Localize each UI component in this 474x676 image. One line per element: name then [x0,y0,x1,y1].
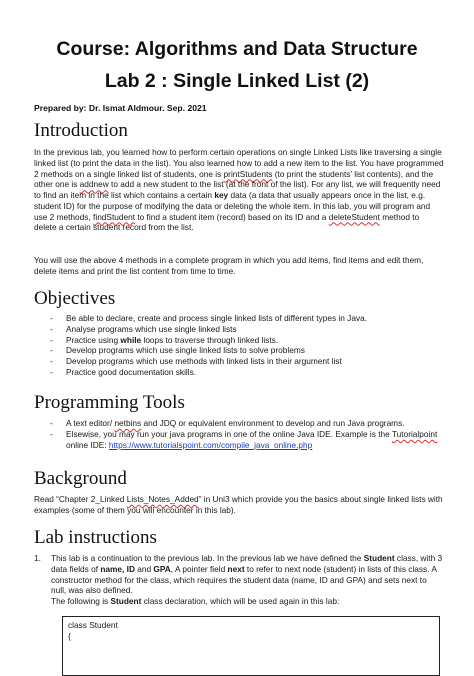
list-item: - Develop programs which use methods with linked lists in their argument list [50,356,450,367]
introduction-heading: Introduction [34,120,128,141]
list-item: - Be able to declare, create and process single linked lists of different types in Java. [50,313,450,324]
list-item: - Develop programs which use single linked lists to solve problems [50,345,450,356]
prepared-by: Prepared by: Dr. Ismat Aldmour. Sep. 2021 [34,103,207,113]
list-item: - Practice good documentation skills. [50,367,450,378]
student-class-code-box [62,616,440,676]
method-name-findstudent: findStudent [93,211,136,222]
objectives-list [50,313,450,378]
list-item: - A text editor/ netbins and JDQ or equivalent environment to develop and run Java programs. [50,418,450,429]
objectives-heading: Objectives [34,288,116,309]
lab-instructions-heading: Lab instructions [34,527,157,548]
lab-steps-list [34,553,444,607]
introduction-paragraph-2: You will use the above 4 methods in a complete program in which you add items, find items and edit them, delete items and print the list content from time to time. [34,255,424,276]
code-line: class Student [68,620,118,630]
list-item: - Practice using while loops to traverse through linked lists. [50,335,450,346]
background-paragraph: Read “Chapter 2_Linked Lists_Notes_Added” in Uni3 which provide you the basics about single linked lists with examples (some of them you will encounter in this lab). [34,494,443,515]
tools-list [50,418,450,450]
method-name-addnew: addnew [79,179,109,190]
code-line: { [68,630,71,641]
course-title: Course: Algorithms and Data Structure [56,38,418,60]
introduction-paragraph-1: In the previous lab, you learned how to perform certain operations on single Linked Lists like traversing a single linked list (to print the data in the list). You also learned how to add a new item to the list. You have programmed 2 methods on a single linked list of students, one is printStudents (to print the students’ list contents), and the other one is addnew to add a new student to the list (at the front of the list). For any list, we will frequently need to find an item in the list which contains a certain key data (a data that usually appears once in the list, e.g. student ID) for the purpose of modifying the data or deleting the whole item. In this lab, you will program and use 2 methods, findStudent to find a student item (record) based on its ID and a deleteStudent method to delete a certain student record from the list. [34,147,444,233]
method-name-printstudents: printStudents [223,168,273,179]
list-item: - Elsewise, you may run your java programs in one of the online Java IDE. Example is the Tutorialpoint online IDE: https://www.tutorialspoint.com/compile_java_online.php [50,429,450,451]
lab-title: Lab 2 : Single Linked List (2) [104,70,370,92]
tutorialspoint-link[interactable]: https://www.tutorialspoint.com/compile_java_online.php [108,439,313,450]
list-item: 1. This lab is a continuation to the previous lab. In the previous lab we have defined the Student class, with 3 data fields of name, ID and GPA, A pointer field next to refer to next node (student) in lists of this class. A constructor method for the class, which requires the student data (name, ID and GPA) and sets next to null, was also defined. The following is Student class declaration, which will be used again in this lab: [34,553,443,606]
method-name-deletestudent: deleteStudent [328,211,380,222]
programming-tools-heading: Programming Tools [34,392,185,413]
list-item: - Analyse programs which use single linked lists [50,324,450,335]
background-heading: Background [34,468,127,489]
